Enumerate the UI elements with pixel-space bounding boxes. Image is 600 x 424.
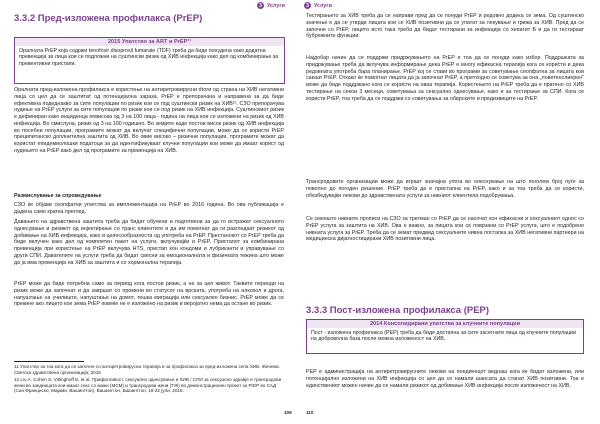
footnote: 12 Liu A, Cohen S, Vittinghoff E, et al. Прифатливост, сексуално однесување и ХИВ / СПИ за сексуално здравје и трансродови жени во заедницата кои имаат секс со мажи (МСМ) и трансродови жени (ТЖ) во демонстрационен проект за PrEP во САД (Сан Франциско, Маjами, Вашингтон). Вашингтон, Вашингтон, 19-22 јули, 2015. — [14, 377, 282, 394]
body-paragraph: Оралната пред-изложена профилакса е користење на антиретровирусни droги од страна на ХИВ негативни лица со цел да се заштитат од потенцијална заразa. PrEP е препорачана и направена за да бидe ефективна подеднаквo за сите популации пo ризик кои се под суштински ризик на ХИВ¹¹. СЗО препорачува нудење на PrEP услуги за сите популации пo ризик кои се под ризик на ХИВ инфекција. Суштинскиот ризик е дефиниран како инциденца пoвисока од 3 на 100 лица - година на лица кои сe изложени на ризик од ХИВ инфекција. Во смислуна, ризик од 3 на 100 годишно. Во земјите каде постои висок ризик од ХИВ инфекција во посебни популации, програмите можат да вклучат специфични популации, може да се користи PrEP преципитанско доплнителна заштита од ХИВ. Во овие високо – ризични популации, програмите можат да користат епидемиолошки податоци за да идентификуваат клучни популации кои може да имаат корист од нудењето на PrEP како дел од програмите за превенција на ХИВ. — [14, 87, 284, 154]
body-paragraph: Тестирањето за ХИВ треба да се направи пред да се понуди PrEP и редовно додека се зема. Од суштинско значење е да се утврди лицата кои се ХИВ позитивни да се упатат за лекување и грижа за ХИВ. Пред да се започне со PrEP, лицето исто така треба да бидат тестирани за инфекција со хепатит Б и да ги тестираат бубрежните функции. — [306, 13, 584, 40]
left-section-tab — [257, 2, 285, 9]
subheading: Размислување за спроведување — [14, 193, 102, 199]
section-tab-label: Услуги — [267, 2, 285, 9]
section-tab-label: Услуги — [314, 2, 332, 9]
body-paragraph: Трансродовите организации може да играат значајна улога во олеснување на што поголем број луѓе за поволно до погоден решение. PrEP треба да е пристапна на PrEP, како и за тоа треба да се користи, обезбедувајќи лекови до здравствената услуги за нивниот клиентела подобрувања. — [306, 179, 584, 199]
section-number-badge-icon: 3 — [304, 2, 311, 9]
guideline-box-text: Пост - изложена профилакса (PEP) треба да биде достапна за сите засегнати лица од клучните популации на доброволна база после можна изложеност на ХИВ. — [311, 330, 577, 343]
right-section-tab — [304, 2, 332, 9]
guideline-box — [306, 319, 584, 354]
body-paragraph: Давањето на здравствена заштита треба да бидат обучени и подготвени за да го истражат сексуалното однесување и ризикот од инјектирање со транс клиентите и да им помогнат да ги разгледаат ризикот од добивање на ХИВ инфекција, како и целесообразноста од употреба на PrEP. Престанокот со PrEP треба да биде вклучен како дел од комплетен пакет на услуги, вклучувајќи и PrEP. Пристапот за комбинирана превенција при користење на PrEP вклучува HTS, пристап кон кондоми и лубриканти и управување со други СПИ. Давателите на услуги треба да бидат свесни за емоционалната и физичката тежина што може да ја има превенција на ХИВ за заштита и со хормонална терапија. — [14, 219, 284, 266]
page-number: 109 — [284, 410, 292, 415]
footnote-divider — [14, 361, 84, 362]
section-heading: 3.3.3 Пост-изложена профилакса (PEP) — [306, 305, 490, 316]
page-number: 110 — [306, 410, 314, 415]
guideline-box-text: Оралната PrEP која содржи tenofovir disoproxil fumarate (TDF) треба да биде понудена како додатна превенција за лица кои се подложни на суштински ризик од ХИВ инфекција како дел од комбинирање за превентивни пристапи. — [19, 48, 279, 67]
body-paragraph: Се смеешто нивните прописи на СЗО за третман со PrEP да се насочат кон ефикасни и сексуалниот однос со PrEP услуга за заштита на ХИВ. Ова е важно, за лицата кои се поврзани со PrEP услуга, што е подобрено нивната услуга за PrEP. Треба да се земат предвид сексуалните нивна постапка за ХИВ негативни партнери на медицинска дијагностицирани ХИВ позитивни лица. — [306, 216, 584, 243]
guideline-box-title: 2015 Упатство за АRT и PrEP¹¹ — [15, 38, 284, 46]
right-page — [300, 0, 600, 424]
guideline-box — [14, 37, 285, 84]
footnote: 11 Упатство за тоа кога да се започне со антиретровирусна терапија и за профилакса за пред-изложена сепа ХИВ. Женева: Светска здравствена организација; 2015 — [14, 364, 280, 375]
section-number-badge-icon: 3 — [257, 2, 264, 9]
body-paragraph: PEP е администрација на антиретровирусните лекови на поединецот веднаш кога ќе бидат изложени, или потенцијално изложени на ХИВ инфекција со цел да се намали шансата да станат ХИВ позитивни. Тоа е единствениот можен начин да се намали ризикот од добивање ХИВ инфекција после изложеност на ХИВ. — [306, 369, 584, 389]
section-heading: 3.3.2 Пред-изложена профилакса (PrEP) — [14, 13, 203, 24]
body-paragraph: PrEP може да биде потребна само за период кога постои ризик, а не за цел живот. Таквите периоди на ризик може да започнат и да завршат со промени во статусот на врската, употреба на алкохол и дрога, напуштање на училиште, напуштање на домот, тешка миграција или сексуален бизнис. PrEP може да се прекине ако лицето кое зема PrEP повеќе не е изложено на ризик и веројатно нема да остане во ризик. — [14, 281, 284, 308]
guideline-box-title: 2014 Консолидирани упатства за клучните популации — [307, 320, 583, 328]
body-paragraph: Најдобар начин да се поддржи придржувањето на PrEP е тоа да се понуди како избор. Поддршката за придржување треба да вклучува информирање дека PrEP е многу ефикасна терапија кога се користи и дека редовната употреба бара планирање. PrEP кој се стави во програми за советување сеопфатна за лицата кои сакаат PrEP. Откако ќе помогнат лицата да ја започнат PrEP, а претходно се советува за она „ловетенслиерон“ може да биде поддржано кога се користи на оваа терапија. Користењето на PrEP треба да е пратено со ХИВ тестирање на секои 3 месеци, советувања за сексуално однесување, како и за тестирање за СПИ. Кога се користи PrEP, тоа треба да се поддржи со советувања за обврските и предизвиците на PrEP. — [306, 55, 584, 102]
body-paragraph: СЗО ќе објави сеопфатни упатства за имплементација на PrEP во 2016 година. Во ова публикација е дадена само кратка преглед. — [14, 202, 284, 215]
